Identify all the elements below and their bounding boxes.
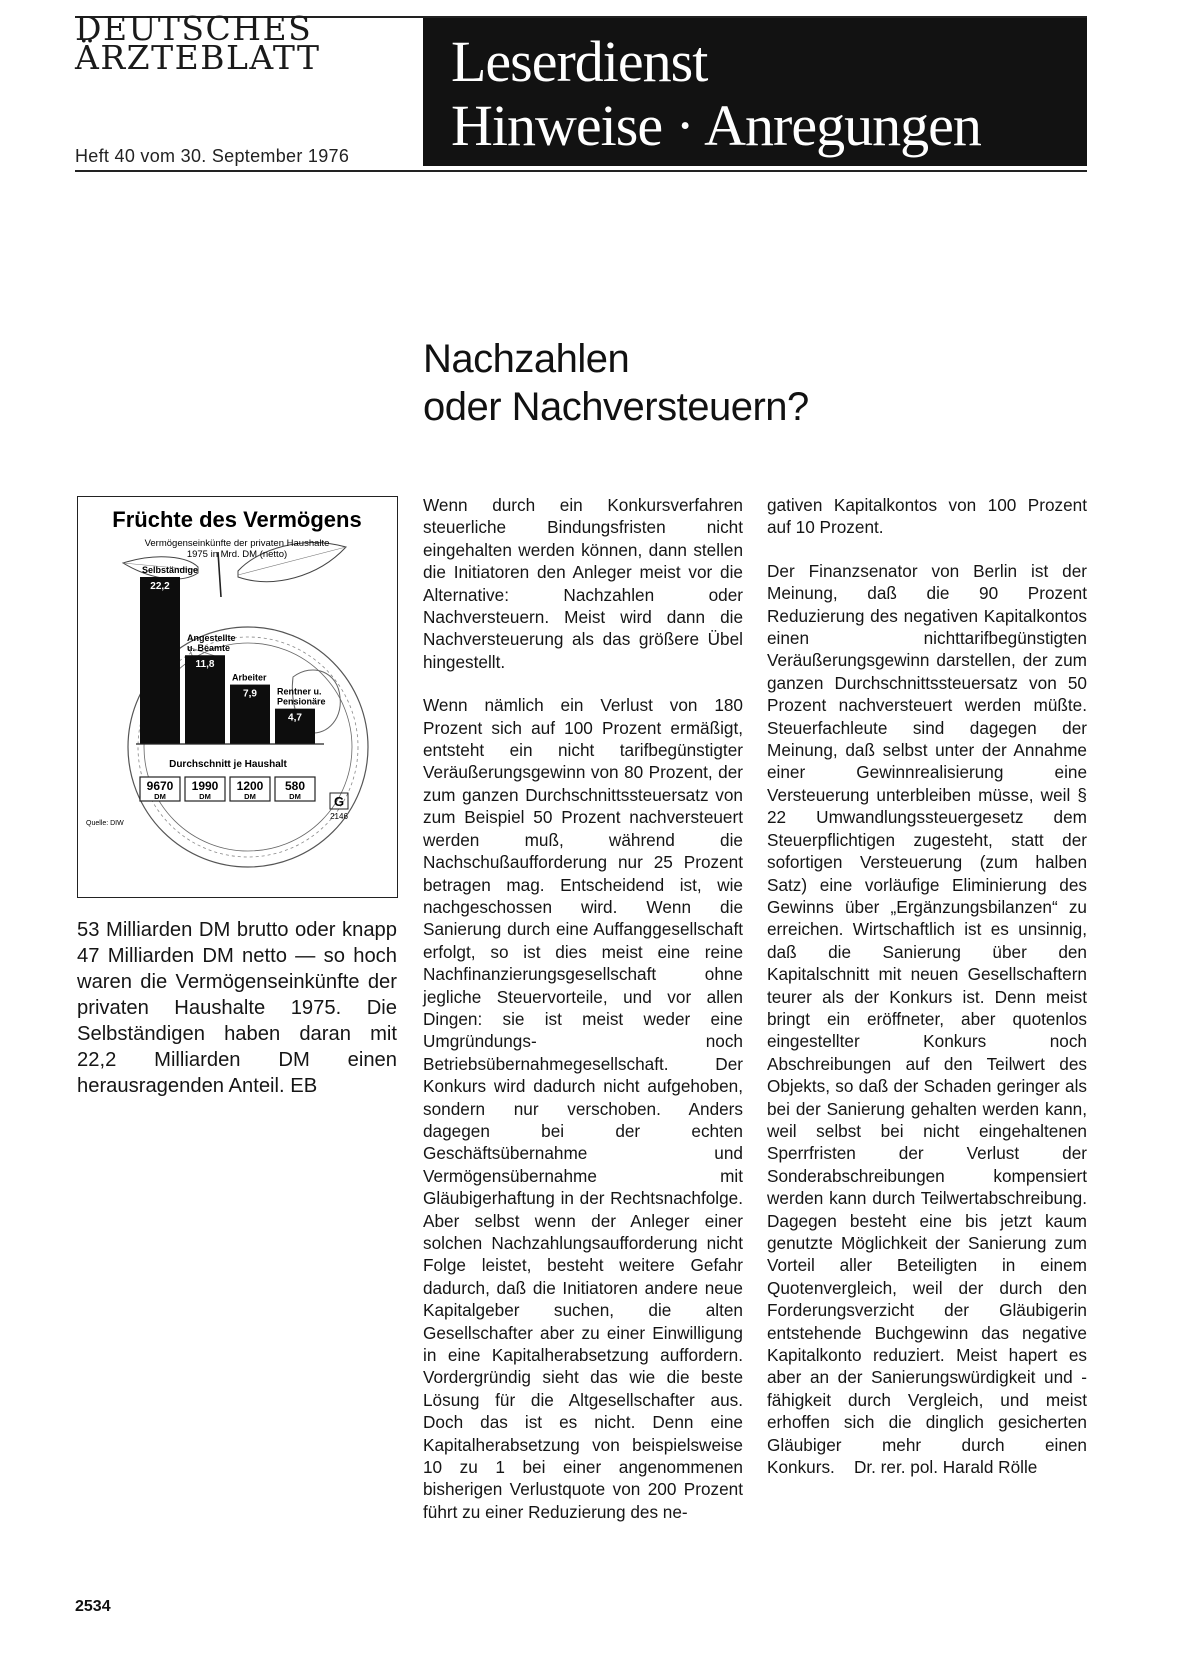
per-household-value: 9670 bbox=[146, 779, 174, 793]
per-household-unit: DM bbox=[244, 792, 256, 801]
masthead-line1: DEUTSCHES bbox=[75, 9, 313, 48]
chart-category-label: Pensionäre bbox=[277, 696, 326, 707]
banner-line2: Hinweise · Anregungen bbox=[451, 93, 981, 158]
chart-figure bbox=[77, 496, 398, 898]
chart-category-label: u. Beamte bbox=[187, 643, 231, 654]
page-number: 2534 bbox=[75, 1598, 111, 1615]
article-headline bbox=[423, 335, 809, 431]
chart-source: Quelle: DIW bbox=[86, 820, 124, 827]
article-paragraph: gativen Kapitalkontos von 100 Prozent auf 10 Prozent. bbox=[767, 495, 1087, 538]
code-number: 2146 bbox=[330, 812, 348, 821]
chart-subtitle-line2: 1975 in Mrd. DM (netto) bbox=[186, 549, 288, 560]
article-paragraph: Wenn durch ein Konkursverfahren steuerliche Bindungsfristen nicht eingehalten werden können, dann stellen die Initiatoren den Anleger meist vor die Alternative: Nachzahlen oder Nachversteuern. Meist wird dann die Nachversteuerung als das größere Übel hingestellt. bbox=[423, 495, 743, 672]
article-paragraph bbox=[767, 560, 1087, 1479]
per-household-unit: DM bbox=[154, 792, 166, 801]
headline-line2: oder Nachversteuern? bbox=[423, 385, 809, 429]
chart-category-label: Rentner u. bbox=[277, 686, 322, 697]
chart-subtitle-line1: Vermögenseinkünfte der privaten Haushalte bbox=[144, 538, 330, 549]
header-bottom-rule bbox=[75, 170, 1087, 172]
figure-caption: 53 Milliarden DM brutto oder knapp 47 Milliarden DM netto — so hoch waren die Vermögenseinkünfte der privaten Haushalte 1975. Die Selbständigen haben daran mit 22,2 Milliarden DM einen herausragenden Anteil. EB bbox=[77, 919, 397, 1097]
per-household-value: 1990 bbox=[191, 779, 219, 793]
chart-bar bbox=[140, 577, 180, 744]
chart-title: Früchte des Vermögens bbox=[112, 507, 362, 532]
per-household-unit: DM bbox=[289, 792, 301, 801]
per-household-label: Durchschnitt je Haushalt bbox=[169, 759, 287, 770]
per-household-unit: DM bbox=[199, 792, 211, 801]
article-paragraph-text: Der Finanzsenator von Berlin ist der Meinung, daß die 90 Prozent Reduzierung des negativen Kapitalkontos einen nichttarifbegünstigten Veräußerungsgewinn darstellen, der zum ganzen Durchschnittssteuersatz von 50 Prozent nachversteuert werden müßte. Steuerfachleute sind dagegen der Meinung, daß selbst unter der Annahme einer Gewinnrealisierung eine Versteuerung unterbleiben müsse, weil § 22 Umwandlungssteuergesetz dem Steuerpflichtigen zugesteht, statt der sofortigen Versteuerung (zum halben Satz) eine vorläufige Eliminierung des Gewinns über „Ergänzungsbilanzen“ zu erreichen. Wirtschaftlich ist es unsinnig, daß die Sanierung über den Kapitalschnitt mit neuen Gesellschaftern teurer als der Konkurs ist. Denn meist bringt ein eröffneter, aber quotenlos eingestellter Konkurs noch Abschreibungen auf den Teilwert des Objekts, so daß der Schaden geringer als bei der Sanierung gehalten werden kann, weil selbst bei nicht eingehaltenen Sperrfristen der Verlust der Sonderabschreibungen kompensiert werden kann durch Teilwertabschreibung. Dagegen besteht eine bis jetzt kaum genutzte Möglichkeit der Sanierung zum Vorteil aller Beteiligten in einem Quotenvergleich, weil der durch den Forderungsverzicht der Gläubigerin entstehende Buchgewinn das negative Kapitalkonto reduziert. Meist hapert es aber an der Sanierungswürdigkeit und -fähigkeit durch Vergleich, und meist erhoffen sich die dinglich gesicherten Gläubiger mehr durch einen Konkurs. bbox=[767, 560, 1087, 1478]
code-letter: G bbox=[333, 794, 345, 809]
chart-category-label: Selbständige bbox=[142, 565, 199, 575]
banner-line1: Leserdienst bbox=[451, 29, 708, 94]
article-author: Dr. rer. pol. Harald Rölle bbox=[853, 1457, 1038, 1478]
masthead-line2: ÄRZTEBLATT bbox=[75, 38, 321, 77]
per-household-value: 580 bbox=[284, 779, 306, 793]
chart-value-label: 11,8 bbox=[195, 659, 215, 671]
section-banner bbox=[423, 18, 1087, 166]
masthead bbox=[75, 9, 405, 77]
article-paragraph: Wenn nämlich ein Verlust von 180 Prozent sich auf 100 Prozent ermäßigt, entsteht ein nicht tarifbegünstigter Veräußerungsgewinn von 80 Prozent, der zum ganzen Durchschnittssteuersatz von zum Beispiel 50 Prozent nachversteuert werden muß, während die Nachschußaufforderung nur 25 Prozent betragen mag. Entscheidend ist, wie nachgeschossen wird. Wenn die Sanierung durch eine Auffanggesellschaft erfolgt, so ist dies meist eine reine Nachfinanzierungsgesellschaft ohne jegliche Steuervorteile, und vor allen Dingen: sie ist meist weder eine Umgründungs- noch Betriebsübernahmegesellschaft. Der Konkurs wird dadurch nicht aufgehoben, sondern nur verschoben. Anders dagegen bei der echten Geschäftsübernahme und Vermögensübernahme mit Gläubigerhaftung in der Rechtsnachfolge. Aber selbst wenn der Anleger einer solchen Nachzahlungsaufforderung nicht Folge leistet, besteht weitere Gefahr dadurch, daß die Initiatoren andere neue Kapitalgeber suchen, die alten Gesellschafter aber zu einer Einwilligung in eine Kapitalherabsetzung auffordern. Vordergründig sieht das wie die beste Lösung für die Altgesellschafter aus. Doch das ist es nicht. Denn eine Kapitalherabsetzung von beispielsweise 10 zu 1 bei einer angenommenen bisherigen Verlustquote von 200 Prozent führt zu einer Reduzierung des ne- bbox=[423, 695, 743, 1522]
issue-date: Heft 40 vom 30. September 1976 bbox=[75, 146, 350, 166]
article-column-1 bbox=[423, 494, 743, 1523]
chart-category-label: Arbeiter bbox=[232, 672, 267, 683]
chart-value-label: 22,2 bbox=[150, 581, 170, 592]
chart-value-label: 7,9 bbox=[243, 688, 257, 700]
per-household-value: 1200 bbox=[236, 779, 264, 793]
chart-svg bbox=[78, 497, 396, 896]
chart-value-label: 4,7 bbox=[288, 712, 302, 724]
chart-category-label: Angestellte bbox=[187, 633, 236, 644]
headline-line1: Nachzahlen bbox=[423, 337, 630, 381]
article-column-2 bbox=[767, 494, 1087, 1478]
